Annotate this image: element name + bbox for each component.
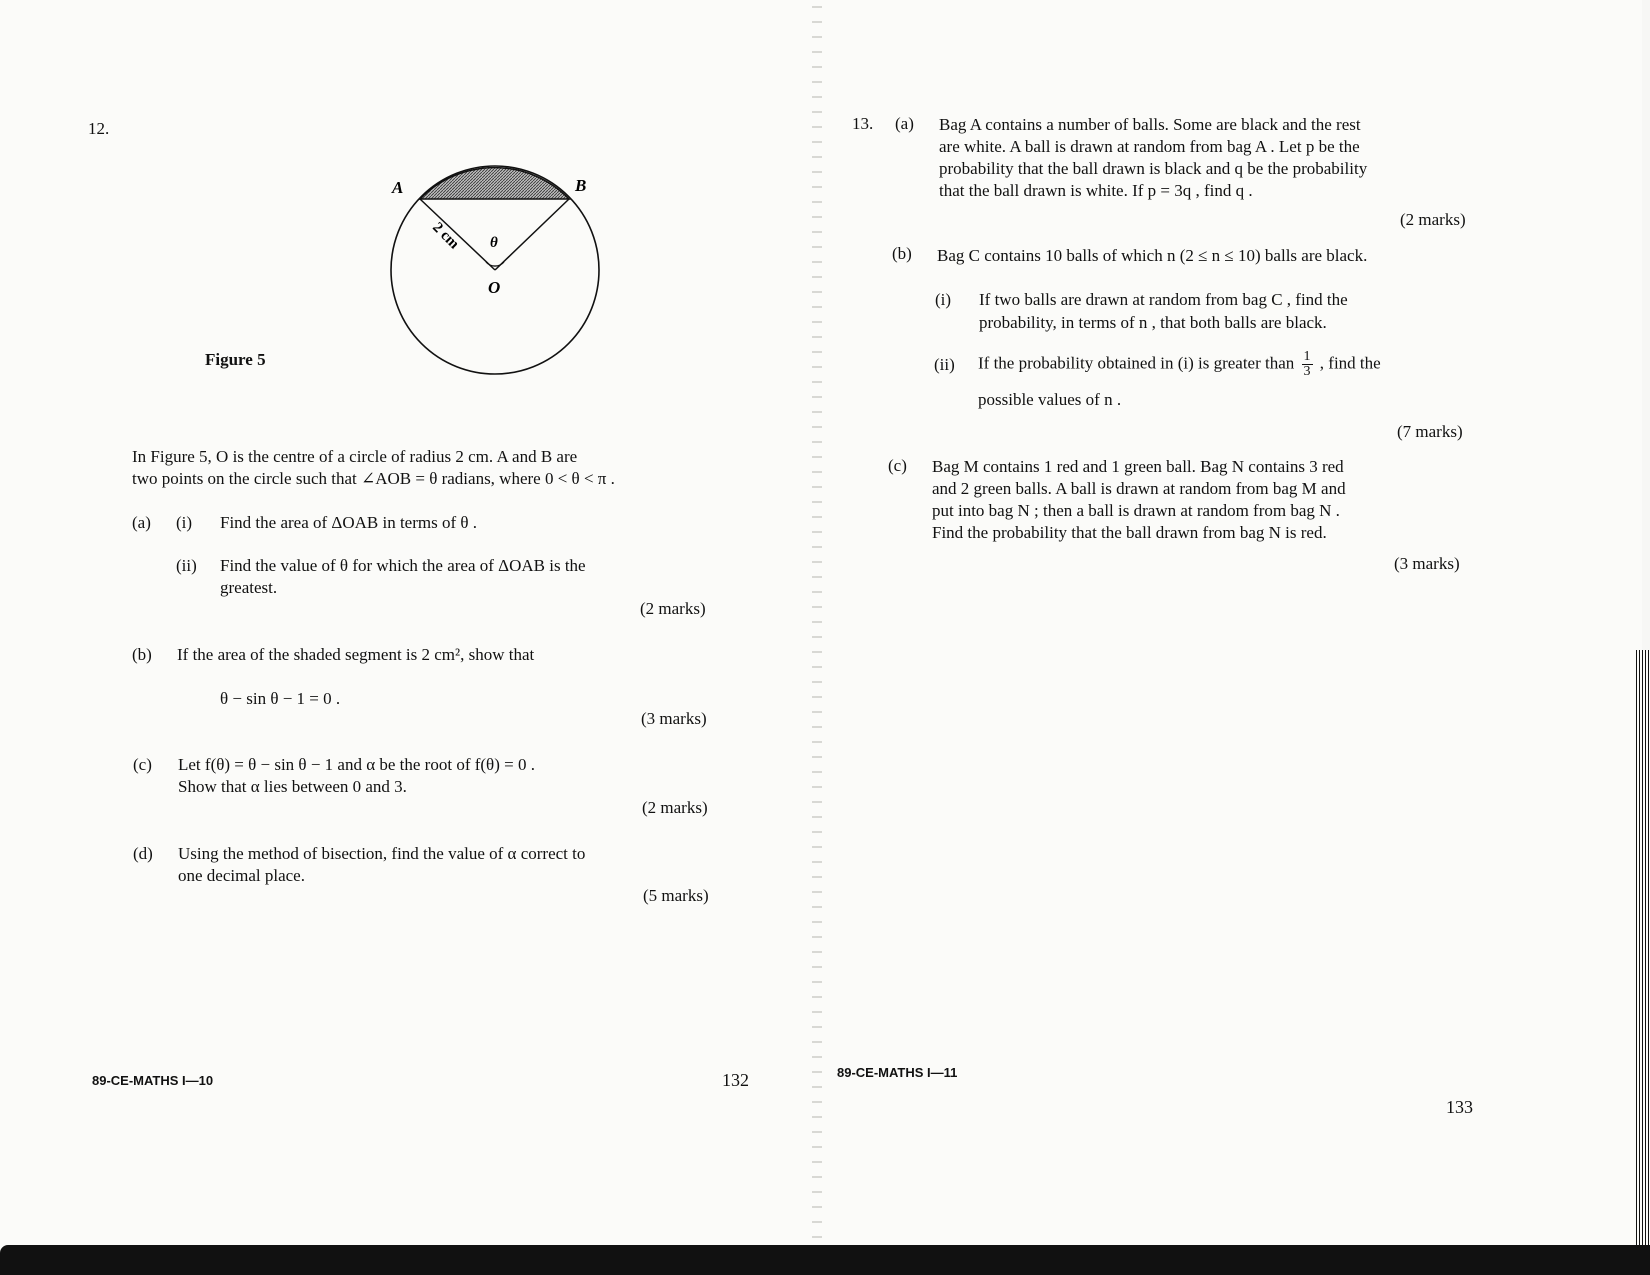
figure-5-diagram bbox=[380, 160, 620, 390]
footer-code: 89-CE-MATHS I—11 bbox=[837, 1065, 958, 1080]
part-a-label: (a) bbox=[895, 114, 914, 133]
part-b-marks: (3 marks) bbox=[641, 709, 707, 728]
right-page bbox=[822, 0, 1642, 1255]
part-a-line-1: Bag A contains a number of balls. Some are black and the rest bbox=[939, 115, 1361, 134]
part-a-line-4: that the ball drawn is white. If p = 3q , find q . bbox=[939, 181, 1253, 200]
part-b-line-1: If the area of the shaded segment is 2 cm², show that bbox=[177, 645, 535, 664]
part-c-label: (c) bbox=[133, 755, 152, 774]
part-d-line-1: Using the method of bisection, find the value of α correct to bbox=[178, 844, 586, 863]
part-b-label: (b) bbox=[892, 244, 912, 263]
part-b-i-label: (i) bbox=[935, 290, 952, 309]
part-d-line-2: one decimal place. bbox=[178, 866, 305, 885]
part-b-ii-label: (ii) bbox=[934, 355, 955, 374]
part-c-marks: (3 marks) bbox=[1394, 554, 1460, 573]
part-d-marks: (5 marks) bbox=[643, 886, 709, 905]
part-a-ii-label: (ii) bbox=[176, 556, 197, 575]
part-b-equation: θ − sin θ − 1 = 0 . bbox=[220, 689, 341, 708]
part-c-line-4: Find the probability that the ball drawn from bag N is red. bbox=[932, 523, 1327, 542]
part-b-label: (b) bbox=[132, 645, 152, 664]
page-gutter bbox=[812, 0, 822, 1275]
label-theta: θ bbox=[490, 235, 498, 251]
part-a-ii-line-1: Find the value of θ for which the area of ΔOAB is the bbox=[220, 556, 586, 575]
figure-caption: Figure 5 bbox=[205, 350, 266, 369]
fraction-denominator: 3 bbox=[1303, 364, 1311, 379]
book-edge bbox=[1636, 650, 1650, 1250]
label-radius: 2 cm bbox=[429, 219, 462, 253]
part-a-marks: (2 marks) bbox=[1400, 210, 1466, 229]
label-o: O bbox=[488, 278, 501, 297]
page-number: 133 bbox=[1446, 1097, 1473, 1117]
radius-oa bbox=[420, 199, 495, 270]
intro-line-2: two points on the circle such that ∠AOB = θ radians, where 0 < θ < π . bbox=[132, 469, 615, 488]
scan-bottom-edge bbox=[0, 1245, 1650, 1275]
one-third-fraction bbox=[1302, 350, 1313, 379]
part-b-i-line-2: probability, in terms of n , that both balls are black. bbox=[979, 313, 1327, 332]
part-c-line-1: Bag M contains 1 red and 1 green ball. Bag N contains 3 red bbox=[932, 457, 1344, 476]
part-c-line-1: Let f(θ) = θ − sin θ − 1 and α be the root of f(θ) = 0 . bbox=[178, 755, 535, 774]
footer-code: 89-CE-MATHS I—10 bbox=[92, 1073, 214, 1088]
question-number: 12. bbox=[88, 119, 110, 138]
question-number: 13. bbox=[852, 114, 874, 133]
shaded-segment bbox=[420, 168, 569, 199]
part-b-ii-line-2: possible values of n . bbox=[978, 390, 1122, 409]
part-b-ii-text-post: , find the bbox=[1319, 353, 1381, 373]
part-d-label: (d) bbox=[133, 844, 153, 863]
part-c-marks: (2 marks) bbox=[642, 798, 708, 817]
page-number: 132 bbox=[722, 1070, 749, 1090]
label-a: A bbox=[392, 178, 404, 197]
part-c-line-2: and 2 green balls. A ball is drawn at random from bag M and bbox=[932, 479, 1346, 498]
part-b-i-line-1: If two balls are drawn at random from bag C , find the bbox=[979, 290, 1348, 309]
part-c-label: (c) bbox=[888, 456, 907, 475]
part-a-ii-line-2: greatest. bbox=[220, 578, 278, 597]
part-b-ii-text-pre: If the probability obtained in (i) is greater than bbox=[978, 353, 1295, 373]
part-a-i-label: (i) bbox=[176, 513, 193, 532]
part-a-i-text: Find the area of ΔOAB in terms of θ . bbox=[220, 513, 478, 532]
angle-arc bbox=[486, 262, 504, 266]
part-c-line-2: Show that α lies between 0 and 3. bbox=[178, 777, 407, 796]
part-a-line-2: are white. A ball is drawn at random from bag A . Let p be the bbox=[939, 137, 1360, 156]
part-b-marks: (7 marks) bbox=[1397, 422, 1463, 441]
part-b-line-1: Bag C contains 10 balls of which n (2 ≤ n ≤ 10) balls are black. bbox=[937, 246, 1368, 265]
radius-ob bbox=[495, 199, 569, 270]
part-a-marks: (2 marks) bbox=[640, 599, 706, 618]
part-a-label: (a) bbox=[132, 513, 151, 532]
fraction-numerator: 1 bbox=[1303, 349, 1311, 364]
part-a-line-3: probability that the ball drawn is black and q be the probability bbox=[939, 159, 1368, 178]
intro-line-1: In Figure 5, O is the centre of a circle of radius 2 cm. A and B are bbox=[132, 447, 578, 466]
part-b-ii-line-1 bbox=[978, 350, 1381, 379]
left-page bbox=[0, 0, 812, 1255]
part-c-line-3: put into bag N ; then a ball is drawn at random from bag N . bbox=[932, 501, 1340, 520]
label-b: B bbox=[575, 176, 587, 195]
